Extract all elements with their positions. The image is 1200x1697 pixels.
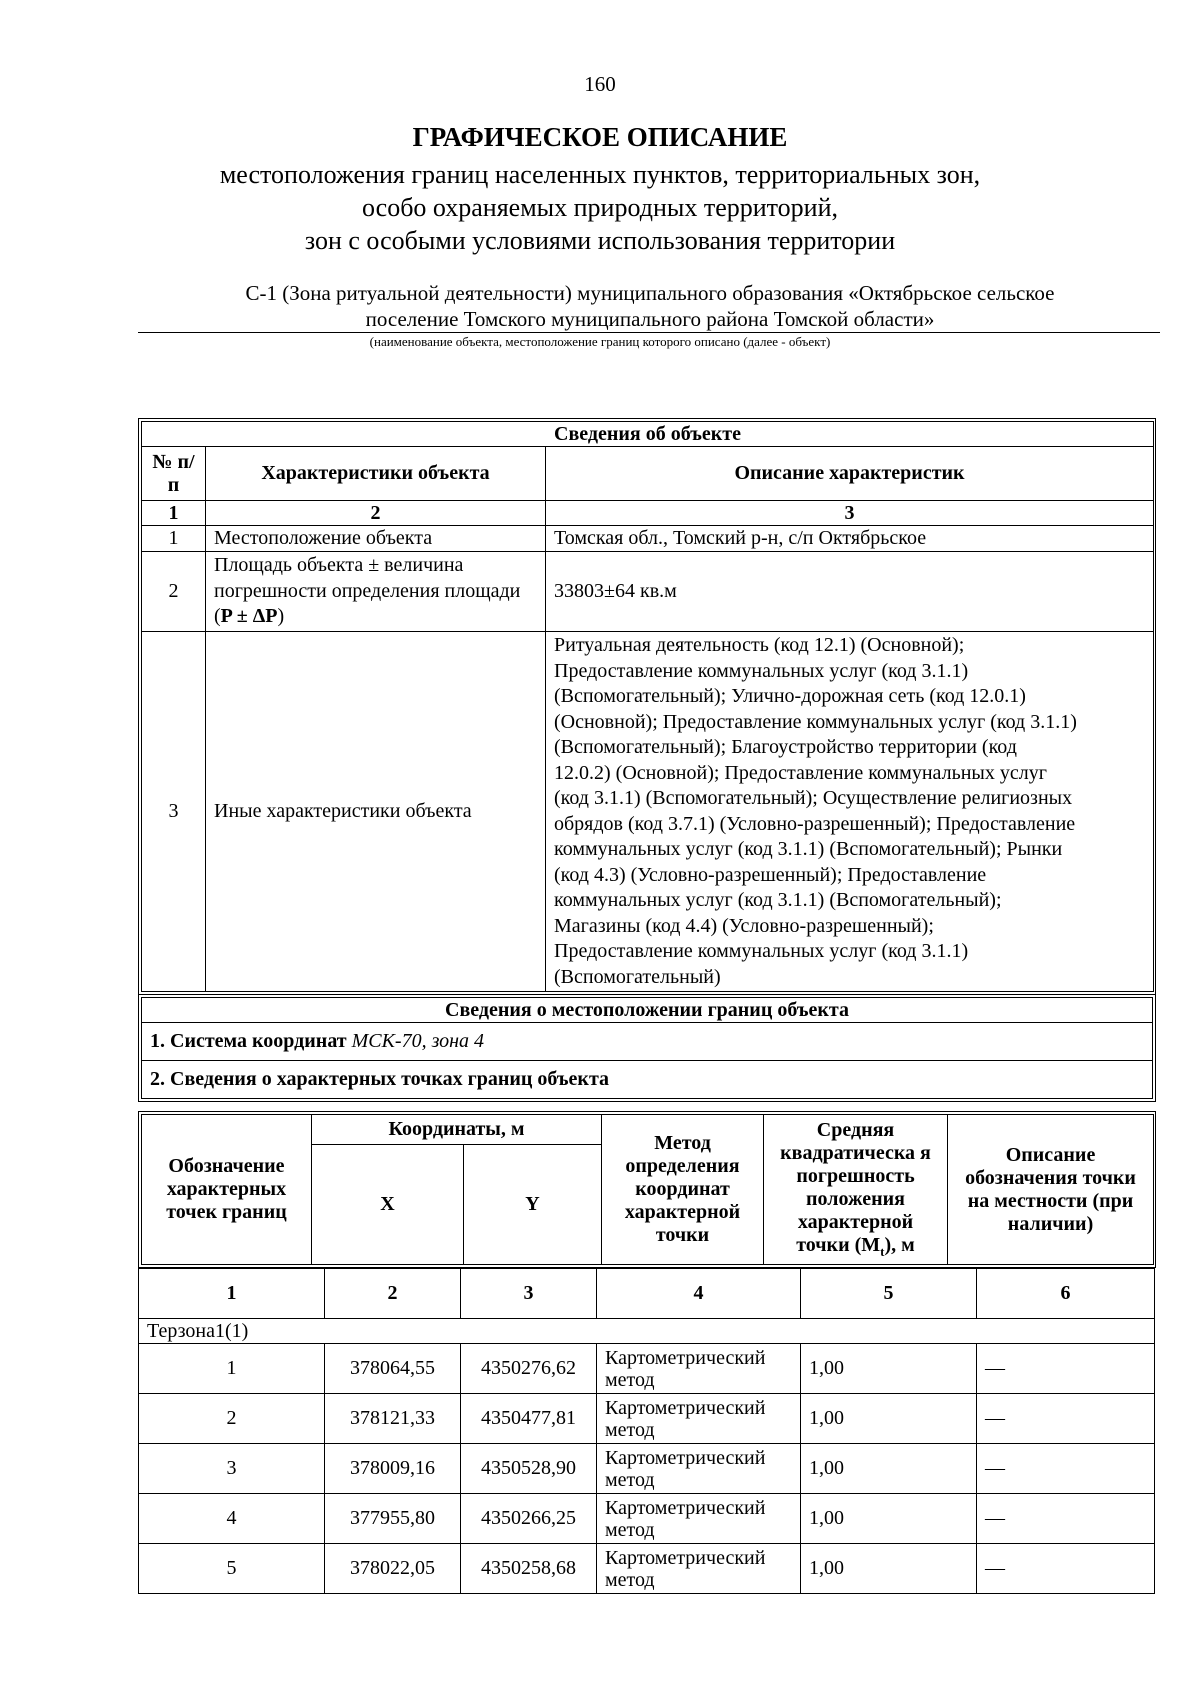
object-info-table bbox=[141, 421, 1154, 992]
point-description: — bbox=[977, 1444, 1155, 1494]
point-x: 377955,80 bbox=[325, 1494, 461, 1544]
table-row bbox=[139, 1544, 1155, 1594]
characteristic-text-end: ) bbox=[277, 605, 285, 628]
points-header-table bbox=[141, 1114, 1154, 1265]
object-info-section-title: Сведения об объекте bbox=[142, 422, 1154, 447]
subtitle-line: зон с особыми условиями использования территории bbox=[304, 226, 896, 255]
row-num: 1 bbox=[142, 526, 206, 552]
points-table-frame bbox=[138, 1268, 1154, 1594]
point-id: 5 bbox=[139, 1544, 325, 1594]
table-row bbox=[139, 1444, 1155, 1494]
point-method: Картометрический метод bbox=[597, 1544, 801, 1594]
point-x: 378009,16 bbox=[325, 1444, 461, 1494]
description-line: (Вспомогательный) bbox=[554, 965, 721, 988]
column-number: 1 bbox=[139, 1269, 325, 1319]
column-number: 3 bbox=[546, 501, 1154, 526]
point-method: Картометрический метод bbox=[597, 1344, 801, 1394]
subtitle-line: особо охраняемых природных территорий, bbox=[362, 193, 838, 222]
description-line: (код 3.1.1) (Вспомогательный); Осуществление религиозных bbox=[554, 787, 1073, 809]
header-error-subscript: t bbox=[880, 1244, 885, 1259]
description-line: коммунальных услуг (код 3.1.1) (Вспомогательный); bbox=[554, 889, 1002, 911]
point-id: 2 bbox=[139, 1394, 325, 1444]
points-title-text: 2. Сведения о характерных точках границ объекта bbox=[150, 1068, 610, 1090]
description-line: (Вспомогательный); Благоустройство территории (код bbox=[554, 736, 1017, 758]
table-row bbox=[139, 1394, 1155, 1444]
header-error-text: Средняя квадратическа я погрешность положения характерной точки (M bbox=[780, 1119, 931, 1256]
point-error: 1,00 bbox=[801, 1394, 977, 1444]
column-number: 2 bbox=[206, 501, 546, 526]
page-number: 160 bbox=[584, 72, 616, 96]
header-designation: Обозначение характерных точек границ bbox=[142, 1115, 312, 1265]
boundary-info-table bbox=[141, 997, 1153, 1099]
document-title: ГРАФИЧЕСКОЕ ОПИСАНИЕ bbox=[412, 122, 788, 152]
row-num: 2 bbox=[142, 552, 206, 632]
points-title bbox=[142, 1061, 1153, 1099]
row-characteristic: Иные характеристики объекта bbox=[206, 632, 546, 992]
point-method: Картометрический метод bbox=[597, 1394, 801, 1444]
header-characteristic: Характеристики объекта bbox=[206, 447, 546, 501]
column-number: 1 bbox=[142, 501, 206, 526]
point-x: 378121,33 bbox=[325, 1394, 461, 1444]
point-error: 1,00 bbox=[801, 1344, 977, 1394]
point-y: 4350266,25 bbox=[461, 1494, 597, 1544]
zone-label: Терзона1(1) bbox=[139, 1319, 1155, 1344]
table-row bbox=[142, 526, 1154, 552]
point-x: 378022,05 bbox=[325, 1544, 461, 1594]
description-line: Предоставление коммунальных услуг (код 3.1.1) bbox=[554, 940, 969, 962]
point-y: 4350258,68 bbox=[461, 1544, 597, 1594]
table-row bbox=[139, 1344, 1155, 1394]
description-line: коммунальных услуг (код 3.1.1) (Вспомогательный); Рынки bbox=[554, 838, 1063, 860]
coord-system-value: МСК-70, зона 4 bbox=[351, 1030, 485, 1052]
point-description: — bbox=[977, 1494, 1155, 1544]
table-row bbox=[142, 632, 1154, 992]
object-name-line: С-1 (Зона ритуальной деятельности) муниципального образования «Октябрьское сельское bbox=[245, 281, 1055, 305]
point-x: 378064,55 bbox=[325, 1344, 461, 1394]
point-description: — bbox=[977, 1344, 1155, 1394]
point-description: — bbox=[977, 1394, 1155, 1444]
characteristic-formula: P ± ΔP bbox=[220, 605, 278, 628]
header-y: Y bbox=[464, 1145, 602, 1265]
coord-system-label: 1. Система координат bbox=[150, 1030, 347, 1052]
column-number: 5 bbox=[801, 1269, 977, 1319]
point-method: Картометрический метод bbox=[597, 1494, 801, 1544]
object-caption: (наименование объекта, местоположение границ которого описано (далее - объект) bbox=[369, 334, 831, 349]
subtitle-line: местоположения границ населенных пунктов, территориальных зон, bbox=[219, 160, 981, 189]
point-id: 3 bbox=[139, 1444, 325, 1494]
header-error-unit: ), м bbox=[884, 1234, 915, 1256]
point-id: 1 bbox=[139, 1344, 325, 1394]
row-characteristic: Местоположение объекта bbox=[206, 526, 546, 552]
header-x: X bbox=[312, 1145, 464, 1265]
point-y: 4350477,81 bbox=[461, 1394, 597, 1444]
description-line: (Вспомогательный); Улично-дорожная сеть (код 12.0.1) bbox=[554, 685, 1026, 707]
object-info-table-frame bbox=[138, 418, 1156, 995]
header-description: Описание характеристик bbox=[546, 447, 1154, 501]
point-description: — bbox=[977, 1544, 1155, 1594]
header-point-description: Описание обозначения точки на местности (при наличии) bbox=[948, 1115, 1154, 1265]
column-number: 3 bbox=[461, 1269, 597, 1319]
description-line: (код 4.3) (Условно-разрешенный); Предоставление bbox=[554, 863, 987, 886]
coord-system bbox=[142, 1023, 1153, 1061]
points-table bbox=[138, 1268, 1155, 1594]
object-name-line: поселение Томского муниципального района Томской области» bbox=[365, 307, 935, 331]
header-coordinates: Координаты, м bbox=[312, 1115, 602, 1145]
description-line: (Основной); Предоставление коммунальных услуг (код 3.1.1) bbox=[554, 710, 1077, 733]
row-num: 3 bbox=[142, 632, 206, 992]
column-number: 4 bbox=[597, 1269, 801, 1319]
row-characteristic bbox=[206, 552, 546, 632]
point-y: 4350276,62 bbox=[461, 1344, 597, 1394]
header-num: № п/п bbox=[142, 447, 206, 501]
row-description bbox=[546, 632, 1154, 992]
table-row bbox=[142, 552, 1154, 632]
row-description: Томская обл., Томский р-н, с/п Октябрьское bbox=[546, 526, 1154, 552]
column-number: 6 bbox=[977, 1269, 1155, 1319]
header-error bbox=[764, 1115, 948, 1265]
point-error: 1,00 bbox=[801, 1494, 977, 1544]
document-subtitle bbox=[0, 158, 1200, 257]
header-method: Метод определения координат характерной точки bbox=[602, 1115, 764, 1265]
boundary-info-frame bbox=[138, 994, 1156, 1102]
column-number: 2 bbox=[325, 1269, 461, 1319]
table-row bbox=[139, 1494, 1155, 1544]
point-error: 1,00 bbox=[801, 1544, 977, 1594]
description-line: Предоставление коммунальных услуг (код 3.1.1) bbox=[554, 659, 969, 682]
description-line: 12.0.2) (Основной); Предоставление коммунальных услуг bbox=[554, 761, 1047, 784]
point-error: 1,00 bbox=[801, 1444, 977, 1494]
point-method: Картометрический метод bbox=[597, 1444, 801, 1494]
row-description: 33803±64 кв.м bbox=[546, 552, 1154, 632]
object-name-underline bbox=[138, 332, 1160, 333]
description-line: Магазины (код 4.4) (Условно-разрешенный); bbox=[554, 914, 934, 937]
object-name bbox=[140, 280, 1160, 332]
points-header-frame bbox=[138, 1111, 1156, 1268]
point-y: 4350528,90 bbox=[461, 1444, 597, 1494]
characteristic-text: Площадь объекта ± величина погрешности определения площади ( bbox=[214, 554, 521, 628]
description-line: Ритуальная деятельность (код 12.1) (Основной); bbox=[554, 634, 965, 656]
point-id: 4 bbox=[139, 1494, 325, 1544]
boundary-section-title: Сведения о местоположении границ объекта bbox=[142, 998, 1153, 1023]
description-line: обрядов (код 3.7.1) (Условно-разрешенный); Предоставление bbox=[554, 812, 1076, 835]
